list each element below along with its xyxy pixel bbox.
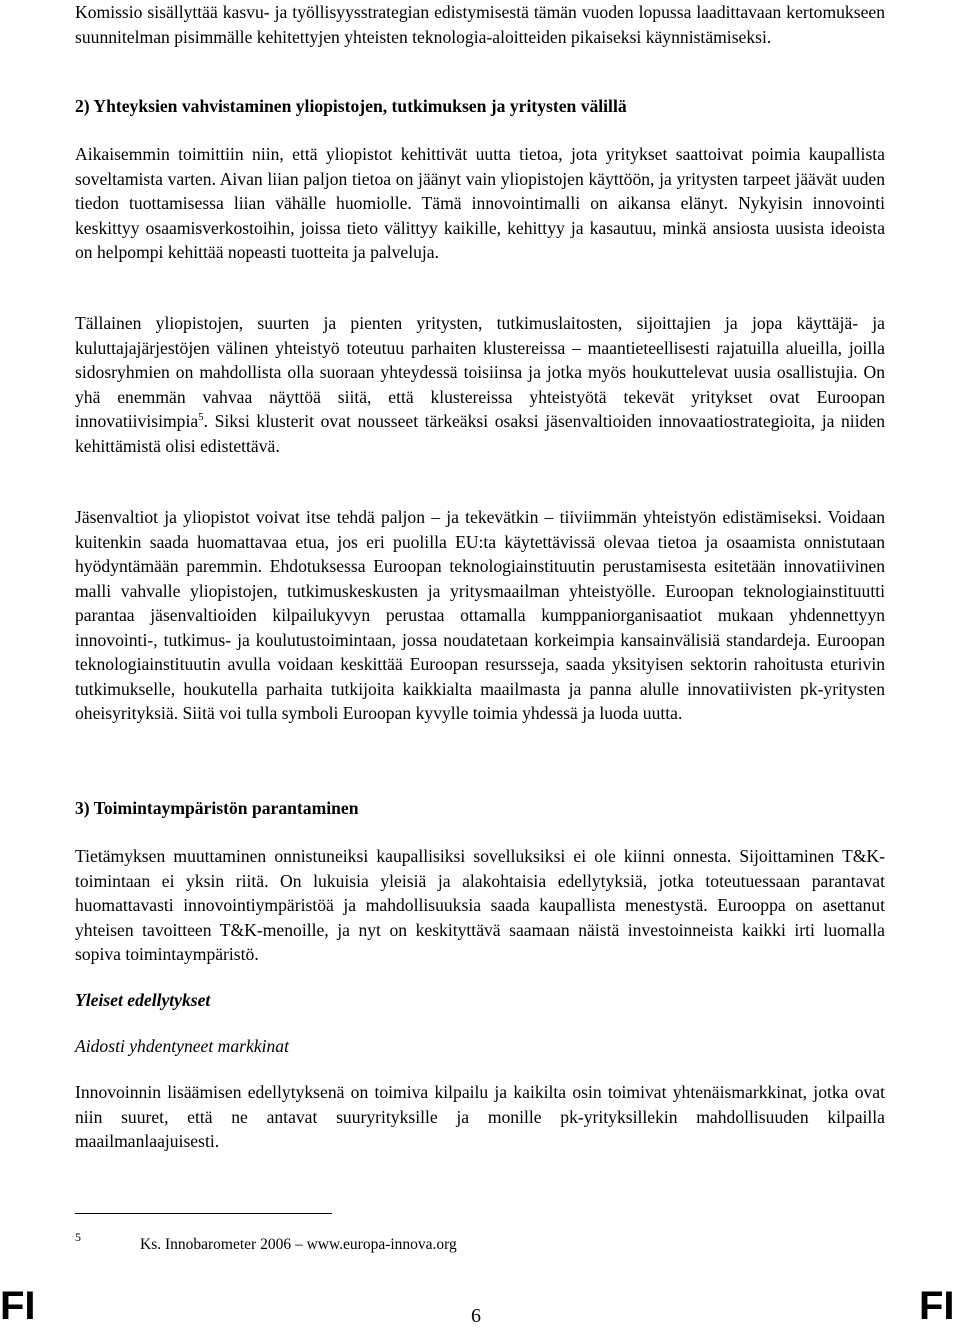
paragraph-4: Tietämyksen muuttaminen onnistuneiksi kaupallisiksi sovelluksiksi ei ole kiinni onnesta. Sijoittaminen T&K-toimintaan ei yksin riitä. On lukuisia yleisiä ja alakohtaisia edellytyksiä, jotka toteutuessaan parantavat huomattavasti innovointiympäristöä ja mahdollisuuksia saada kaupallista menestystä. Eurooppa on asettanut yhteisen tavoitteen T&K-menoille, ja nyt on keskityttävä saamaan näistä investoinneista kaikki irti luomalla sopiva toimintaympäristö. — [75, 846, 885, 964]
heading-2-connections: 2) Yhteyksien vahvistaminen yliopistojen, tutkimuksen ja yritysten välillä — [75, 96, 627, 116]
footnote-text: Ks. Innobarometer 2006 – www.europa-innova.org — [140, 1236, 457, 1253]
heading-general-conditions: Yleiset edellytykset — [75, 990, 211, 1010]
heading-3-environment: 3) Toimintaympäristön parantaminen — [75, 798, 359, 818]
paragraph-intro: Komissio sisällyttää kasvu- ja työllisyysstrategian edistymisestä tämän vuoden lopussa laadittavaan kertomukseen suunnitelman pisimmälle kehitettyjen yhteisten teknologia-aloitteiden pikaiseksi käynnistämiseksi. — [75, 2, 885, 47]
paragraph-5: Innovoinnin lisäämisen edellytyksenä on toimiva kilpailu ja kaikilta osin toimivat yhtenäismarkkinat, jotka ovat niin suuret, että ne antavat suuryrityksille ja monille pk-yrityksillekin mahdollisuuden kilpailla maailmanlaajuisesti. — [75, 1082, 885, 1151]
paragraph-2-text-a: Tällainen yliopistojen, suurten ja pienten yritysten, tutkimuslaitosten, sijoittajien ja jopa käyttäjä- ja kuluttajajärjestöjen välinen yhteistyö toteutuu parhaiten klustereissa – maantieteellisesti rajatuilla alueilla, joilla sidosryhmien on mahdollista olla suoraan yhteydessä toisiinsa ja jotka myös houkuttelevat uusia osallistujia. On yhä enemmän vahvaa näyttöä siitä, että klustereissa yhteistyötä tekevät yritykset ovat Euroopan innovatiivisimpia — [75, 313, 885, 431]
footer-language-left: FI — [0, 1284, 36, 1328]
paragraph-2 — [75, 311, 885, 458]
footnote-separator — [75, 1213, 332, 1214]
footnote-number: 5 — [75, 1230, 81, 1244]
footnote-reference: 5 — [198, 411, 204, 424]
paragraph-2-text-b: . Siksi klusterit ovat nousseet tärkeäksi osaksi jäsenvaltioiden innovaatiostrategioita, ja niiden kehittämistä olisi edistettävä. — [75, 411, 885, 456]
footer-language-right: FI — [919, 1284, 955, 1328]
paragraph-3: Jäsenvaltiot ja yliopistot voivat itse tehdä paljon – ja tekevätkin – tiiviimmän yhteistyön edistämiseksi. Voidaan kuitenkin saada huomattavaa etua, jos eri puolilla EU:ta käytettävissä olevaa tietoa ja osaamista onnistutaan hyödyntämään paremmin. Ehdotuksessa Euroopan teknologiainstituutin perustamisesta esitetään innovatiivinen malli vahvalle yliopistojen, tutkimuskeskusten ja yritysmaailman yhteistyölle. Euroopan teknologiainstituutti parantaa jäsenvaltioiden kilpailukyvyn perustaa ottamalla kumppaniorganisaatiot mukaan yhdennettyyn innovointi-, tutkimus- ja koulutustoimintaan, jossa noudatetaan korkeimpia kansainvälisiä standardeja. Euroopan teknologiainstituutin avulla voidaan keskittää Euroopan resursseja, saada yksityisen sektorin rahoitusta eturivin tutkimukselle, houkutella parhaita tutkijoita kaikkialta maailmasta ja panna alulle innovatiivisten pk-yritysten oheisyrityksiä. Siitä voi tulla symboli Euroopan kyvylle toimia yhdessä ja luoda uutta. — [75, 507, 885, 723]
page-number: 6 — [471, 1305, 481, 1327]
heading-integrated-markets: Aidosti yhdentyneet markkinat — [75, 1036, 289, 1056]
paragraph-1: Aikaisemmin toimittiin niin, että yliopistot kehittivät uutta tietoa, jota yritykset saattoivat poimia kaupallista soveltamista varten. Aivan liian paljon tietoa on jäänyt vain yliopistojen käyttöön, ja yritysten tarpeet jäävät uuden tiedon tuottamisessa liian vähälle huomiolle. Tämä innovointimalli on aikansa elänyt. Nykyisin innovointi keskittyy osaamisverkostoihin, joissa tieto välittyy kaikille, kehittyy ja kasautuu, minkä ansiosta uusista ideoista on helpompi kehittää nopeasti tuotteita ja palveluja. — [75, 144, 885, 262]
